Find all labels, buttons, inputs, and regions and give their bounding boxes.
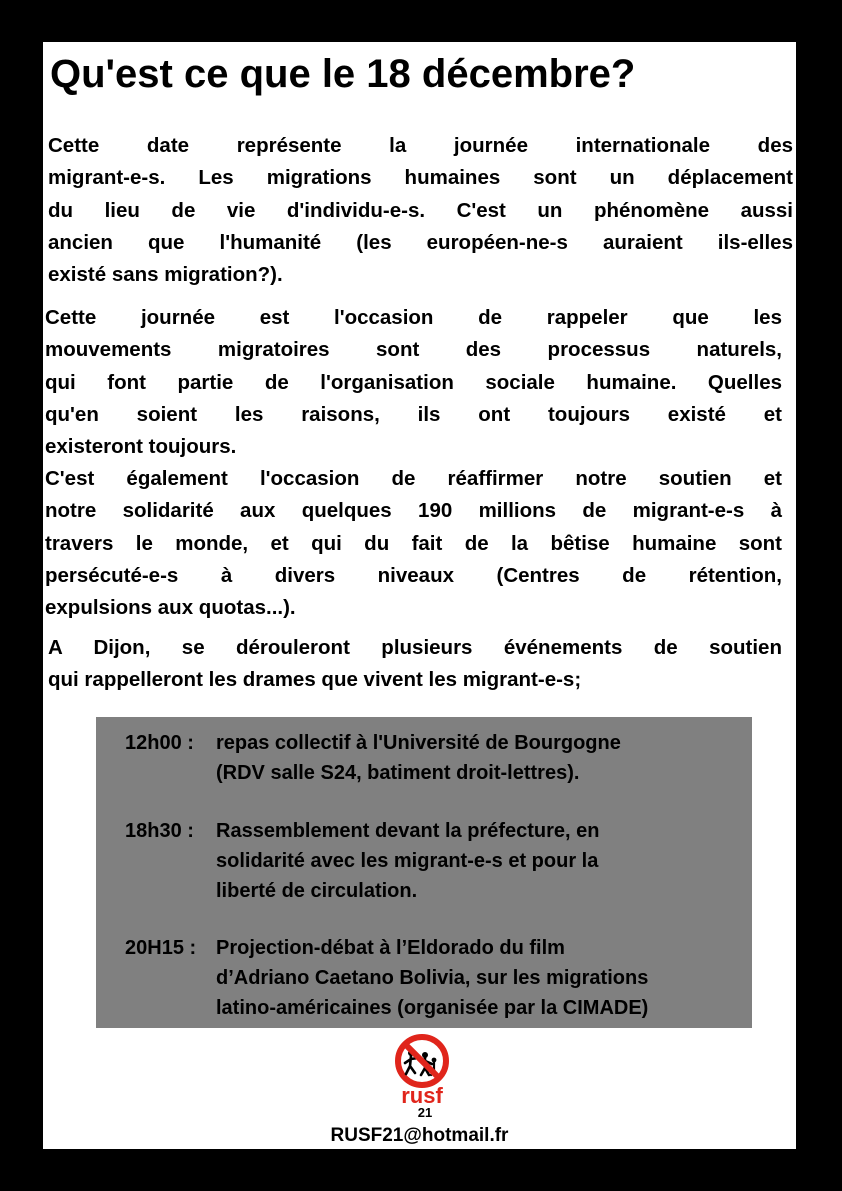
event-line: repas collectif à l'Université de Bourgogne bbox=[216, 732, 621, 754]
paragraph-line: qui rappelleront les drames que vivent les migrant-e-s; bbox=[48, 668, 582, 692]
paragraph-line: ancien que l'humanité (les européen-ne-s auraient ils-elles bbox=[48, 230, 793, 254]
paragraph-line: Cette date représente la journée internationale des bbox=[48, 134, 793, 157]
paragraph-occasion bbox=[45, 302, 782, 463]
event-time: 20H15 : bbox=[125, 937, 197, 959]
schedule-box bbox=[96, 717, 752, 1028]
paragraph-line: existeront toujours. bbox=[45, 435, 237, 459]
event-line: liberté de circulation. bbox=[216, 880, 418, 902]
event-line: (RDV salle S24, batiment droit-lettres). bbox=[216, 762, 580, 784]
paragraph-line: persécuté-e-s à divers niveaux (Centres de rétention, bbox=[45, 563, 782, 587]
paragraph-line: existé sans migration?). bbox=[48, 263, 283, 287]
no-expulsion-sign-icon bbox=[398, 1037, 446, 1085]
page-title: Qu'est ce que le 18 décembre? bbox=[50, 52, 636, 96]
paragraph-line: travers le monde, et qui du fait de la bêtise humaine sont bbox=[45, 531, 782, 555]
event-line: Rassemblement devant la préfecture, en bbox=[216, 820, 600, 842]
paragraph-line: migrant-e-s. Les migrations humaines sont un déplacement bbox=[48, 166, 793, 190]
paragraph-line: mouvements migratoires sont des processus naturels, bbox=[45, 338, 782, 362]
event-time: 12h00 : bbox=[125, 732, 194, 754]
event-line: latino-américaines (organisée par la CIMADE) bbox=[216, 997, 649, 1019]
flyer-page bbox=[43, 42, 796, 1149]
paragraph-line: qu'en soient les raisons, ils ont toujours existé et bbox=[45, 402, 782, 426]
event-time: 18h30 : bbox=[125, 820, 194, 842]
paragraph-line: A Dijon, se dérouleront plusieurs événements de soutien bbox=[48, 636, 782, 659]
event-line: d’Adriano Caetano Bolivia, sur les migrations bbox=[216, 967, 649, 989]
event-description bbox=[216, 728, 621, 788]
event-line: Projection-débat à l’Eldorado du film bbox=[216, 937, 565, 959]
logo-number: 21 bbox=[417, 1105, 433, 1119]
paragraph-line: du lieu de vie d'individu-e-s. C'est un phénomène aussi bbox=[48, 198, 793, 222]
paragraph-line: expulsions aux quotas...). bbox=[45, 596, 296, 620]
rusf-logo bbox=[391, 1033, 453, 1119]
paragraph-dijon bbox=[48, 632, 782, 697]
paragraph-solidarity bbox=[45, 463, 782, 624]
event-line: solidarité avec les migrant-e-s et pour la bbox=[216, 850, 599, 872]
paragraph-line: C'est également l'occasion de réaffirmer notre soutien et bbox=[45, 467, 782, 490]
paragraph-line: notre solidarité aux quelques 190 millions de migrant-e-s à bbox=[45, 499, 782, 523]
event-description bbox=[216, 816, 599, 906]
paragraph-line: Cette journée est l'occasion de rappeler que les bbox=[45, 306, 782, 329]
paragraph-line: qui font partie de l'organisation sociale humaine. Quelles bbox=[45, 370, 782, 394]
logo-text: rusf bbox=[401, 1083, 443, 1108]
event-description bbox=[216, 933, 648, 1023]
contact-email[interactable]: RUSF21@hotmail.fr bbox=[330, 1125, 509, 1146]
paragraph-intro bbox=[48, 130, 793, 291]
